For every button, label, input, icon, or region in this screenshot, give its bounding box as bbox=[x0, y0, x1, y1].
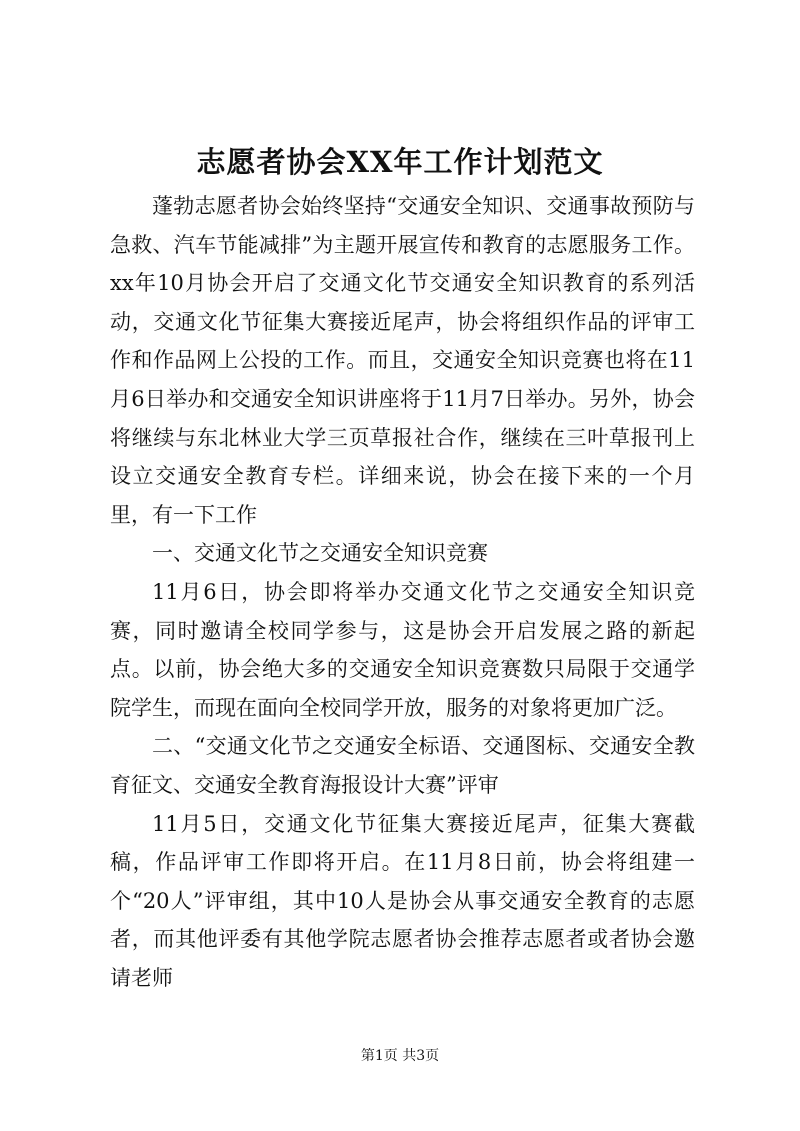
paragraph-section-1: 11月6日，协会即将举办交通文化节之交通安全知识竞赛，同时邀请全校同学参与，这是协会开启发展之路的新起点。以前，协会绝大多的交通安全知识竞赛数只局限于交通学院学生，而现在面向全校同学开放，服务的对象将更加广泛。 bbox=[110, 579, 695, 720]
section-heading-1: 一、交通文化节之交通安全知识竞赛 bbox=[152, 541, 488, 566]
paragraph-intro: 蓬勃志愿者协会始终坚持“交通安全知识、交通事故预防与急救、汽车节能减排”为主题开展宣传和教育的志愿服务工作。xx年10月协会开启了交通文化节交通安全知识教育的系列活动，交通文化节征集大赛接近尾声，协会将组织作品的评审工作和作品网上公投的工作。而且，交通安全知识竞赛也将在11月6日举办和交通安全知识讲座将于11月7日举办。另外，协会将继续与东北林业大学三页草报社合作，继续在三叶草报刊上设立交通安全教育专栏。详细来说，协会在接下来的一个月里，有一下工作 bbox=[110, 194, 695, 527]
paragraph-section-2: 11月5日，交通文化节征集大赛接近尾声，征集大赛截稿，作品评审工作即将开启。在11月8日前，协会将组建一个“20人”评审组，其中10人是协会从事交通安全教育的志愿者，而其他评委有其他学院志愿者协会推荐志愿者或者协会邀请老师 bbox=[110, 811, 695, 990]
document-title: 志愿者协会XX年工作计划范文 bbox=[196, 145, 604, 179]
page-footer bbox=[0, 1046, 800, 1066]
section-heading-2: 二、“交通文化节之交通安全标语、交通图标、交通安全教育征文、交通安全教育海报设计大赛”评审 bbox=[110, 734, 695, 797]
document-body bbox=[110, 187, 695, 997]
page-number-label: 第1页 共3页 bbox=[360, 1048, 440, 1064]
